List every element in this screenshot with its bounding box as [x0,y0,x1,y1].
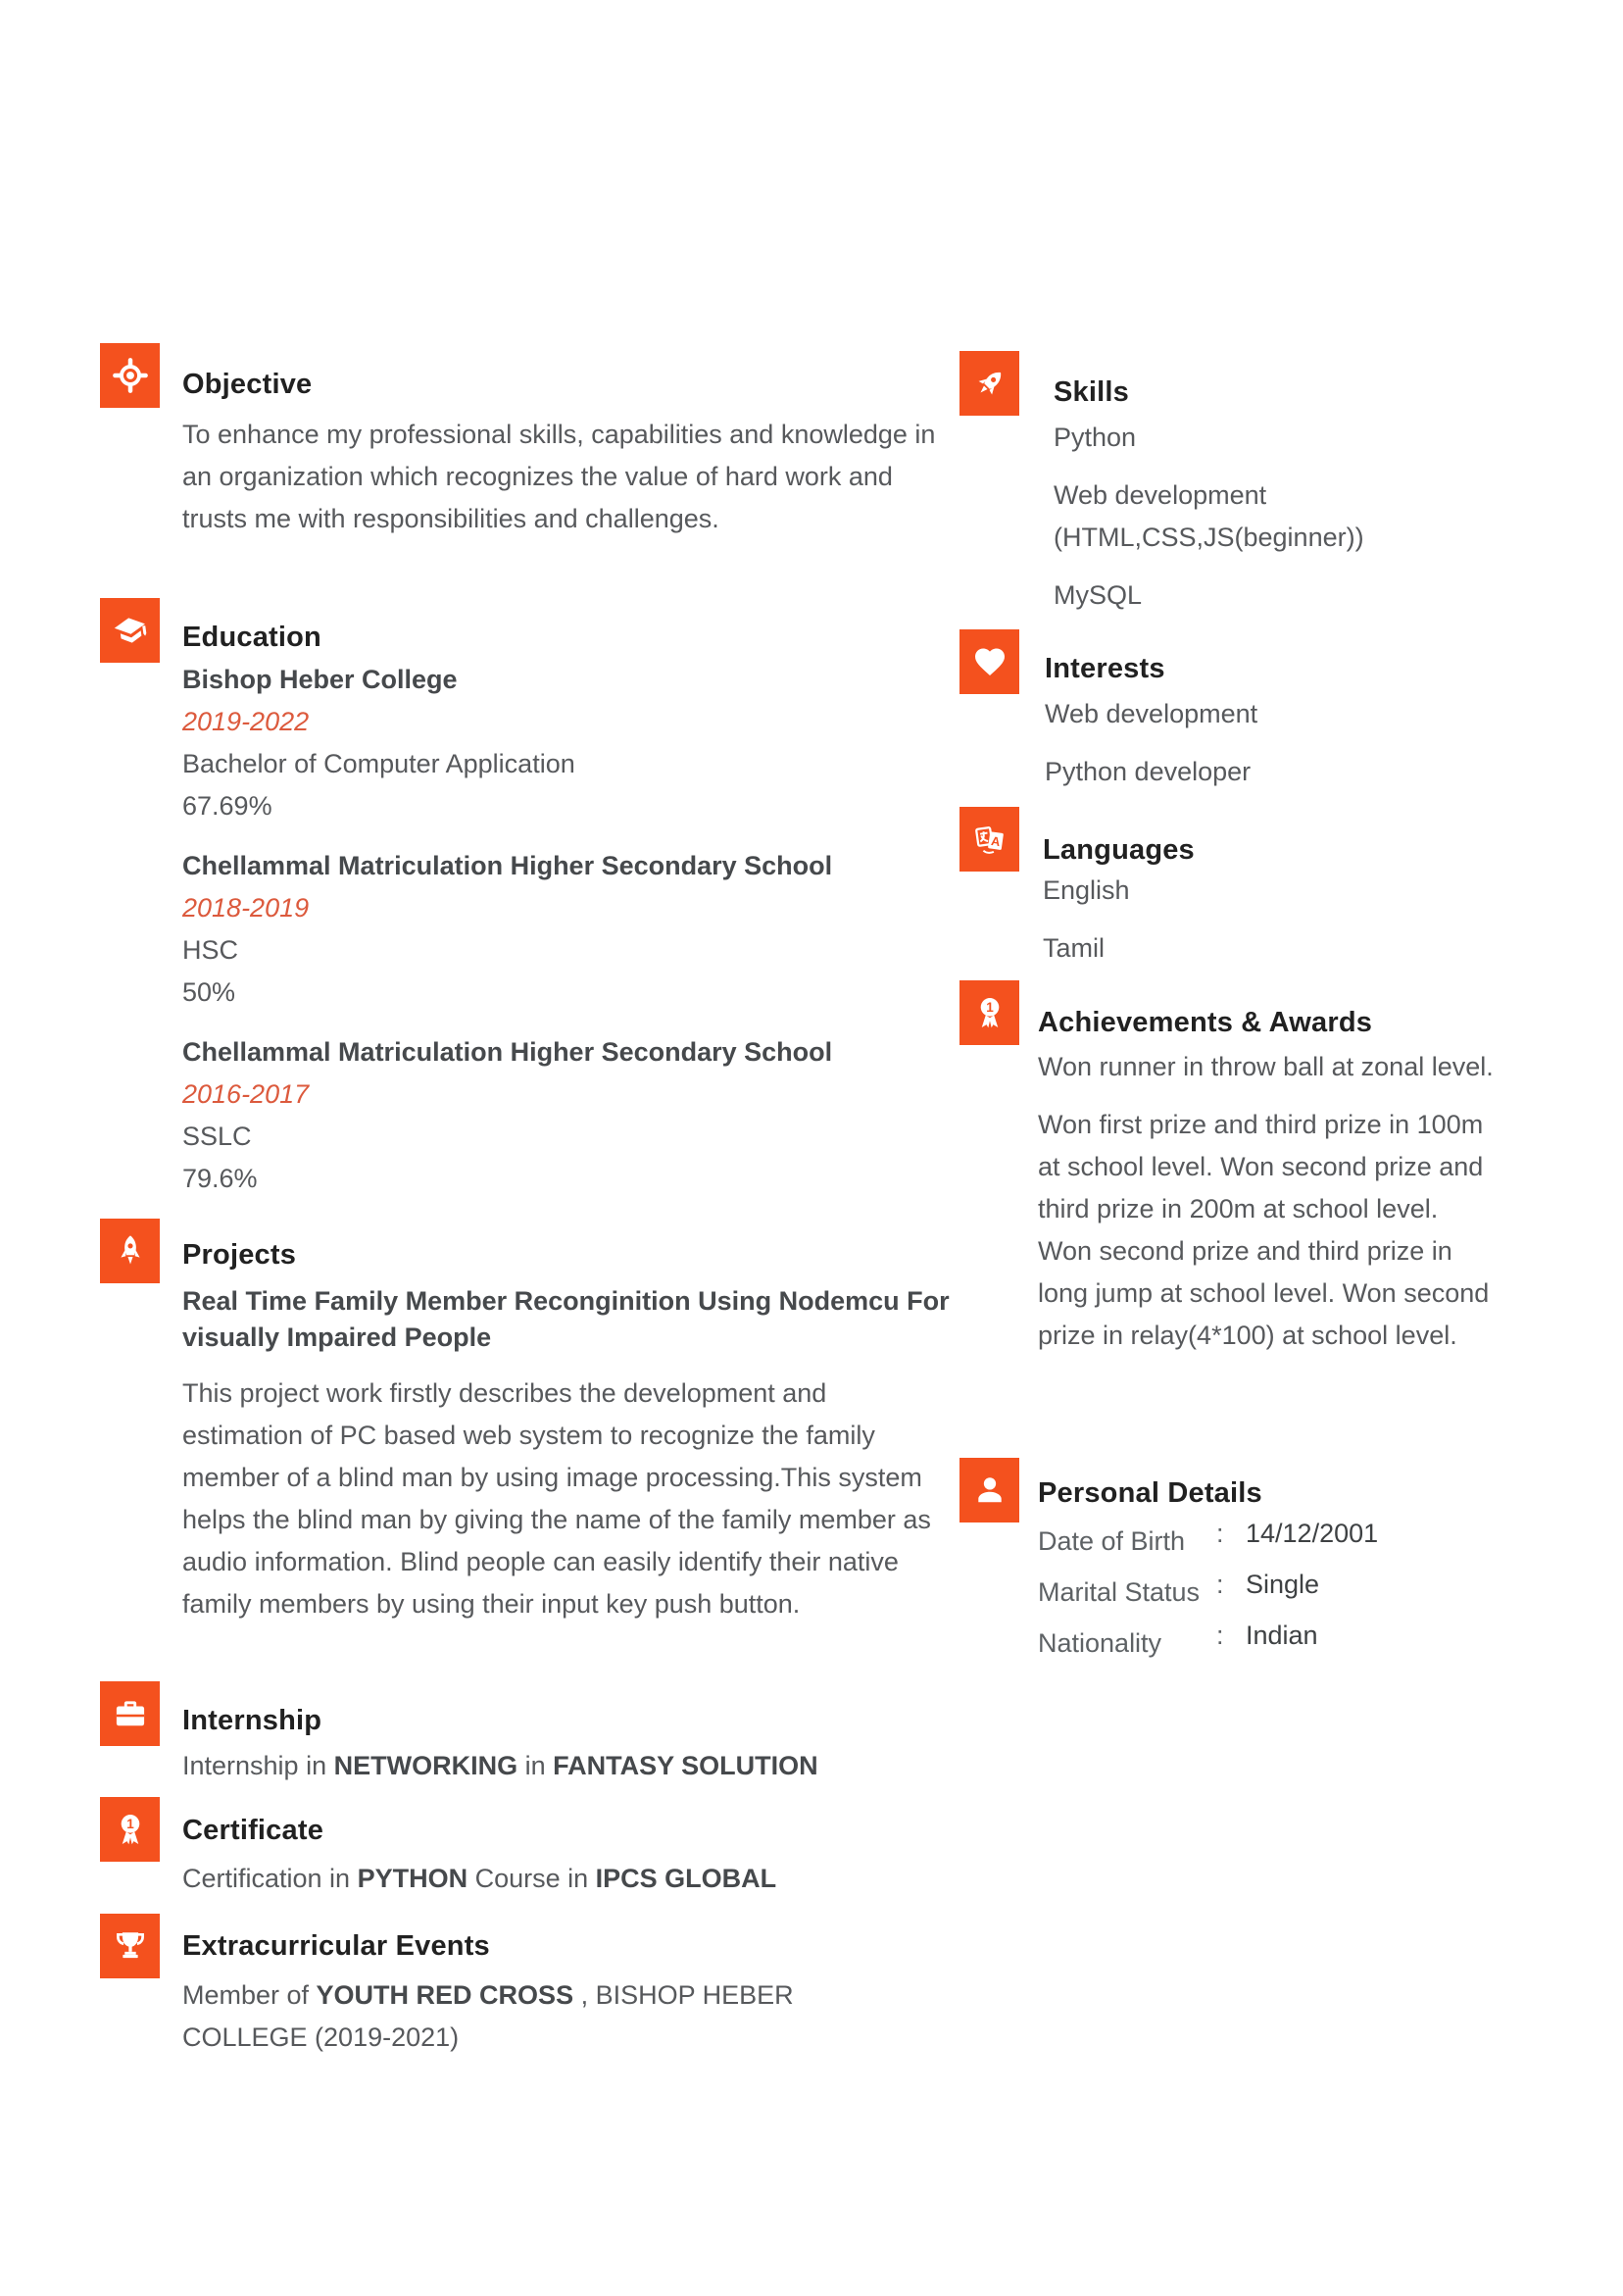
language-item: Tamil [1043,933,1106,963]
project-name: Real Time Family Member Reconginition Using Nodemcu For visually Impaired People [182,1286,950,1352]
certificate-text [182,1858,952,1900]
target-icon [113,358,148,393]
briefcase-icon [113,1696,148,1731]
medal-icon [972,995,1008,1030]
project-description: This project work firstly describes the development and estimation of PC based web system to recognize the family member of a blind man by using image processing.This system helps the blind man by giving the name of the family member as audio information. Blind people can easily identify their native family members by using their input key push button. [182,1378,931,1619]
languages-icon-box [959,807,1019,872]
internship-text-part: Internship in [182,1751,334,1780]
education-school: Chellammal Matriculation Higher Secondary School [182,851,833,880]
internship-content [182,1706,952,1787]
languages-title: Languages [1043,834,1195,866]
skills-title: Skills [1054,376,1129,408]
personal-value: 14/12/2001 [1246,1519,1379,1548]
graduation-cap-icon [113,613,148,648]
personal-row [1038,1622,1528,1673]
objective-title: Objective [182,369,313,400]
projects-title: Projects [182,1239,297,1271]
medal-icon [113,1812,148,1847]
projects-content [182,1240,952,1625]
education-period: 2019-2022 [182,707,310,736]
extracurricular-text-part: , BISHOP HEBER COLLEGE (2019-2021) [182,1980,794,2052]
personal-label: Nationality [1038,1628,1162,1658]
certificate-provider: IPCS GLOBAL [595,1864,777,1893]
education-period: 2016-2017 [182,1079,310,1109]
skills-icon-box [959,351,1019,416]
skills-content [1054,377,1514,632]
languages-content [1043,835,1503,985]
education-entry [182,845,952,1014]
personal-label: Marital Status [1038,1577,1201,1607]
language-item: English [1043,875,1130,905]
education-score: 67.69% [182,791,272,821]
projects-icon-box [100,1219,160,1283]
medal-numeral: 1 [125,1817,134,1832]
certificate-text-part: Certification in [182,1864,358,1893]
extracurricular-content [182,1931,868,2059]
interests-content [1045,654,1505,809]
trophy-icon [113,1928,148,1964]
objective-content [182,370,952,540]
medal-numeral: 1 [985,1000,994,1016]
certificate-title: Certificate [182,1815,324,1846]
rocket-tilted-icon [972,366,1008,401]
certificate-icon-box [100,1797,160,1862]
skill-item: MySQL [1054,580,1143,610]
extracurricular-icon-box [100,1914,160,1978]
education-degree: SSLC [182,1122,252,1151]
skill-item: Web development (HTML,CSS,JS(beginner)) [1054,480,1364,552]
education-score: 79.6% [182,1164,258,1193]
education-school: Bishop Heber College [182,665,458,694]
internship-text-part: in [517,1751,554,1780]
achievements-icon-box [959,980,1019,1045]
personal-value: Single [1246,1570,1320,1599]
personal-value: Indian [1246,1621,1318,1650]
objective-text: To enhance my professional skills, capabilities and knowledge in an organization which recognizes the value of hard work and trusts me with responsibilities and challenges. [182,420,936,533]
interest-item: Web development [1045,699,1258,728]
achievements-title: Achievements & Awards [1038,1007,1373,1038]
internship-icon-box [100,1681,160,1746]
extracurricular-text [182,1974,868,2059]
extracurricular-org: YOUTH RED CROSS [316,1980,574,2010]
interest-item: Python developer [1045,757,1252,786]
education-score: 50% [182,977,236,1007]
education-entry [182,1031,952,1200]
education-period: 2018-2019 [182,893,310,923]
personal-separator: : [1216,1621,1224,1650]
heart-icon [972,644,1008,679]
education-degree: HSC [182,935,239,965]
personal-details-title: Personal Details [1038,1477,1262,1509]
interests-icon-box [959,629,1019,694]
personal-details-content [1038,1478,1528,1673]
objective-icon-box [100,343,160,408]
education-school: Chellammal Matriculation Higher Secondary School [182,1037,833,1067]
certificate-content [182,1816,952,1900]
rocket-icon [113,1233,148,1269]
internship-company: FANTASY SOLUTION [553,1751,818,1780]
person-icon [972,1472,1008,1508]
achievement-paragraph: Won runner in throw ball at zonal level. [1038,1052,1494,1081]
skill-item: Python [1054,423,1137,452]
education-content [182,623,952,1218]
achievements-content [1038,1008,1499,1373]
interests-title: Interests [1045,653,1165,684]
translate-icon [972,822,1008,857]
education-icon-box [100,598,160,663]
personal-details-icon-box [959,1458,1019,1522]
certificate-text-part: Course in [467,1864,596,1893]
extracurricular-text-part: Member of [182,1980,317,2010]
extracurricular-title: Extracurricular Events [182,1930,490,1962]
certificate-course: PYTHON [357,1864,468,1893]
personal-separator: : [1216,1519,1224,1548]
education-degree: Bachelor of Computer Application [182,749,575,778]
education-entry [182,659,952,827]
translate-letter: A [989,833,1002,850]
internship-field: NETWORKING [333,1751,518,1780]
internship-text [182,1745,952,1787]
achievement-paragraph: Won first prize and third prize in 100m at school level. Won second prize and third prize in 200m at school level. Won second prize and third prize in long jump at school level. Won second prize in relay(4*100) at school level. [1038,1110,1490,1350]
personal-label: Date of Birth [1038,1526,1186,1556]
education-title: Education [182,622,321,653]
internship-title: Internship [182,1705,322,1736]
personal-separator: : [1216,1570,1224,1599]
